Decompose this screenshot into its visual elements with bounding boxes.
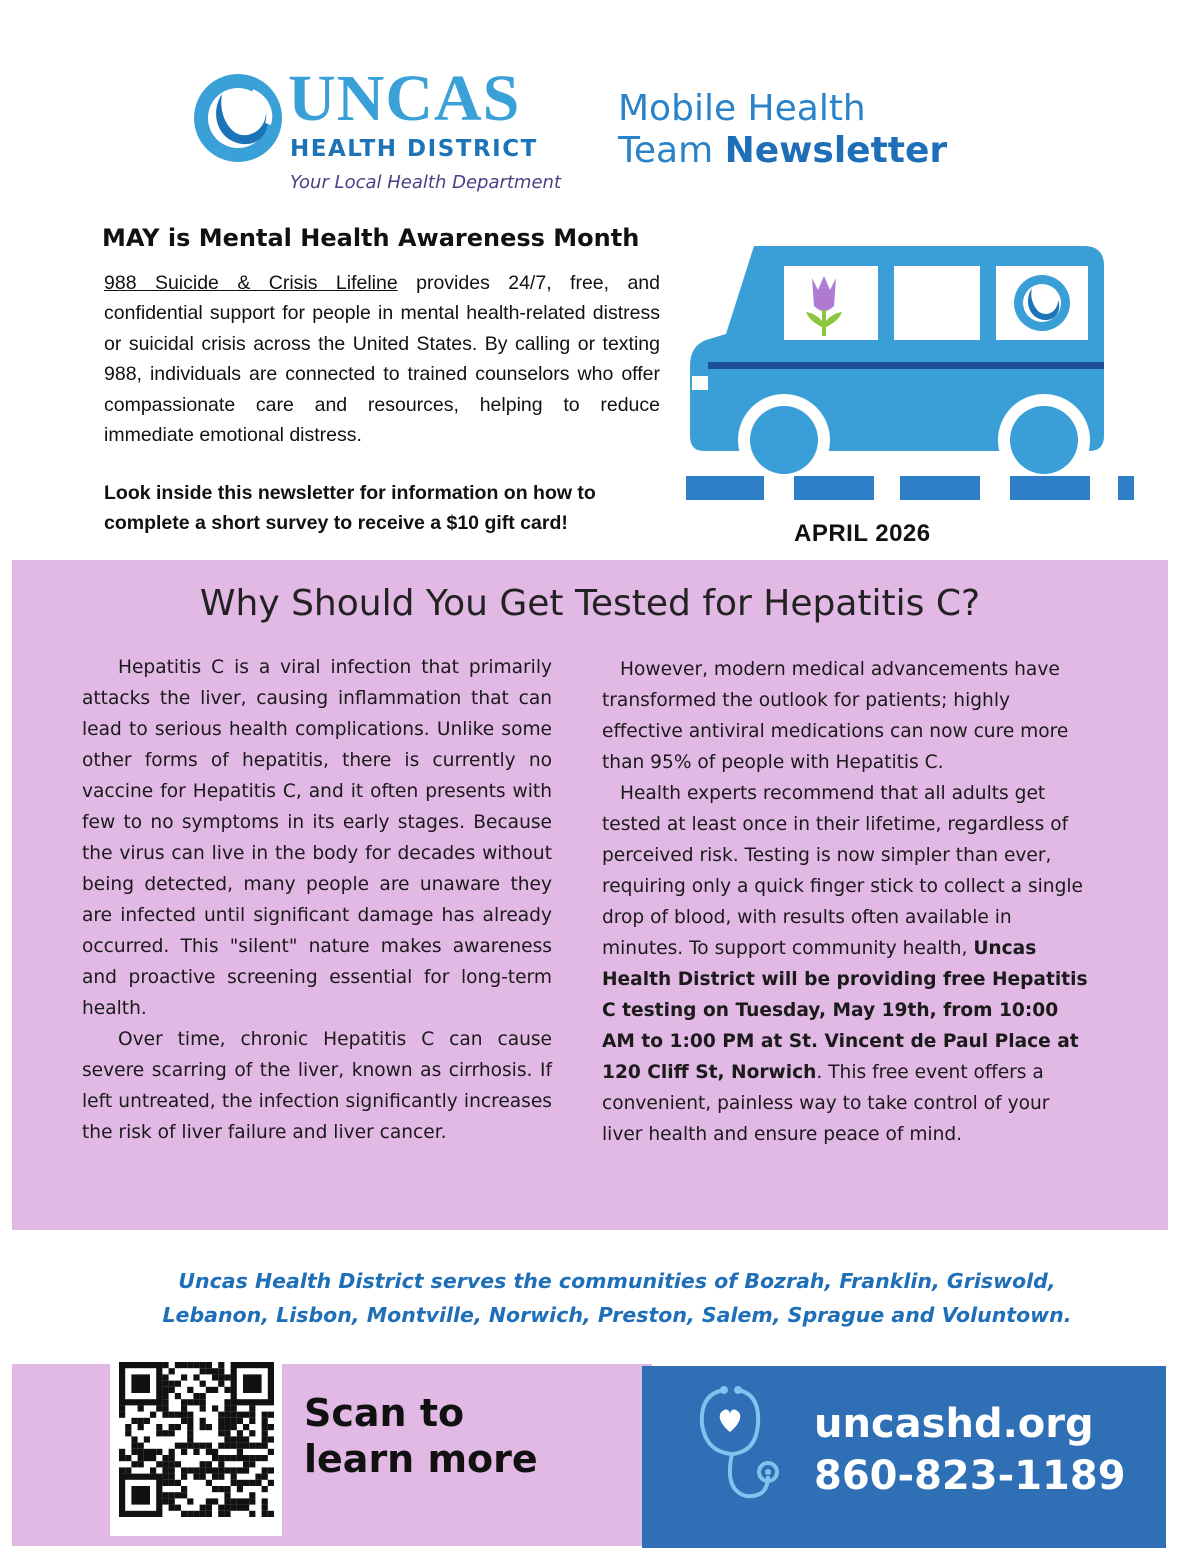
newsletter-title-line1: Mobile Health: [618, 88, 866, 129]
qr-code-graphic: [110, 1344, 282, 1536]
uncas-logo-icon: [192, 72, 284, 164]
testing-event-details: Uncas Health District will be providing free Hepatitis C testing on Tuesday, May 19th, from 10:00 AM to 1:00 PM at St. Vincent de Paul Place at 120 Cliff St, Norwich: [602, 938, 1088, 1083]
newsletter-title-line2: [618, 130, 947, 172]
survey-callout: Look inside this newsletter for information on how to complete a short survey to receive a $10 gift card!: [104, 482, 596, 535]
hepatitis-title: Why Should You Get Tested for Hepatitis C?: [199, 583, 981, 624]
hepatitis-paragraph-2: Over time, chronic Hepatitis C can cause severe scarring of the liver, known as cirrhosis. If left untreated, the infection significantly increases the risk of liver failure and liver cancer.: [82, 1029, 552, 1143]
newsletter-title: [618, 88, 947, 172]
mental-health-body: [104, 268, 660, 450]
communities-served: [0, 1264, 1194, 1332]
logo-wordmark: UNCAS: [288, 62, 521, 135]
newsletter-title-prefix: Team: [618, 129, 714, 171]
communities-line-1: Uncas Health District serves the communities of Bozrah, Franklin, Griswold,: [178, 1269, 1056, 1293]
hepatitis-right-column: [602, 654, 1088, 1150]
scan-line-2: learn more: [304, 1437, 538, 1481]
heart-stethoscope-icon: [694, 1380, 794, 1520]
logo-tagline: Your Local Health Department: [290, 172, 562, 193]
issue-date: APRIL 2026: [794, 520, 931, 547]
hepatitis-paragraph-4-start: Health experts recommend that all adults get tested at least once in their lifetime, regardless of perceived risk. Testing is now simpler than ever, requiring only a quick finger stick to collect a single drop of blood, with results often available in minutes. To support community health,: [602, 783, 1083, 959]
mental-health-heading: MAY is Mental Health Awareness Month: [102, 224, 640, 252]
scan-to-learn-more: [304, 1390, 538, 1482]
hepatitis-paragraph-4-end: . This free event offers a convenient, painless way to take control of your liver health and ensure peace of mind.: [602, 1062, 1050, 1145]
lifeline-link[interactable]: 988 Suicide & Crisis Lifeline: [104, 272, 398, 294]
hepatitis-left-column: [82, 652, 552, 1148]
qr-code[interactable]: [110, 1344, 282, 1536]
van-illustration: [684, 236, 1144, 506]
phone-number[interactable]: 860-823-1189: [814, 1453, 1126, 1499]
mental-health-body-text: provides 24/7, free, and confidential support for people in mental health-related distress or suicidal crisis across the United States. By calling or texting 988, individuals are connected to trained counselors who offer compassionate care and resources, helping to reduce immediate emotional distress.: [104, 272, 660, 447]
scan-line-1: Scan to: [304, 1391, 465, 1435]
website-link[interactable]: uncashd.org: [814, 1401, 1094, 1447]
hepatitis-paragraph-1: Hepatitis C is a viral infection that primarily attacks the liver, causing inflammation that can lead to serious health complications. Unlike some other forms of hepatitis, there is currently no vaccine for Hepatitis C, and it often presents with few to no symptoms in its early stages. Because the virus can live in the body for decades without being detected, many people are unaware they are infected until significant damage has already occurred. This "silent" nature makes awareness and proactive screening essential for long-term health.: [82, 657, 552, 1019]
logo-district-label: HEALTH DISTRICT: [290, 136, 538, 162]
communities-line-2: Lebanon, Lisbon, Montville, Norwich, Preston, Salem, Sprague and Voluntown.: [162, 1303, 1072, 1327]
newsletter-title-bold: Newsletter: [724, 129, 948, 171]
hepatitis-paragraph-4: [602, 778, 1088, 1150]
hepatitis-paragraph-3: However, modern medical advancements have transformed the outlook for patients; highly effective antiviral medications can now cure more than 95% of people with Hepatitis C.: [602, 659, 1069, 773]
